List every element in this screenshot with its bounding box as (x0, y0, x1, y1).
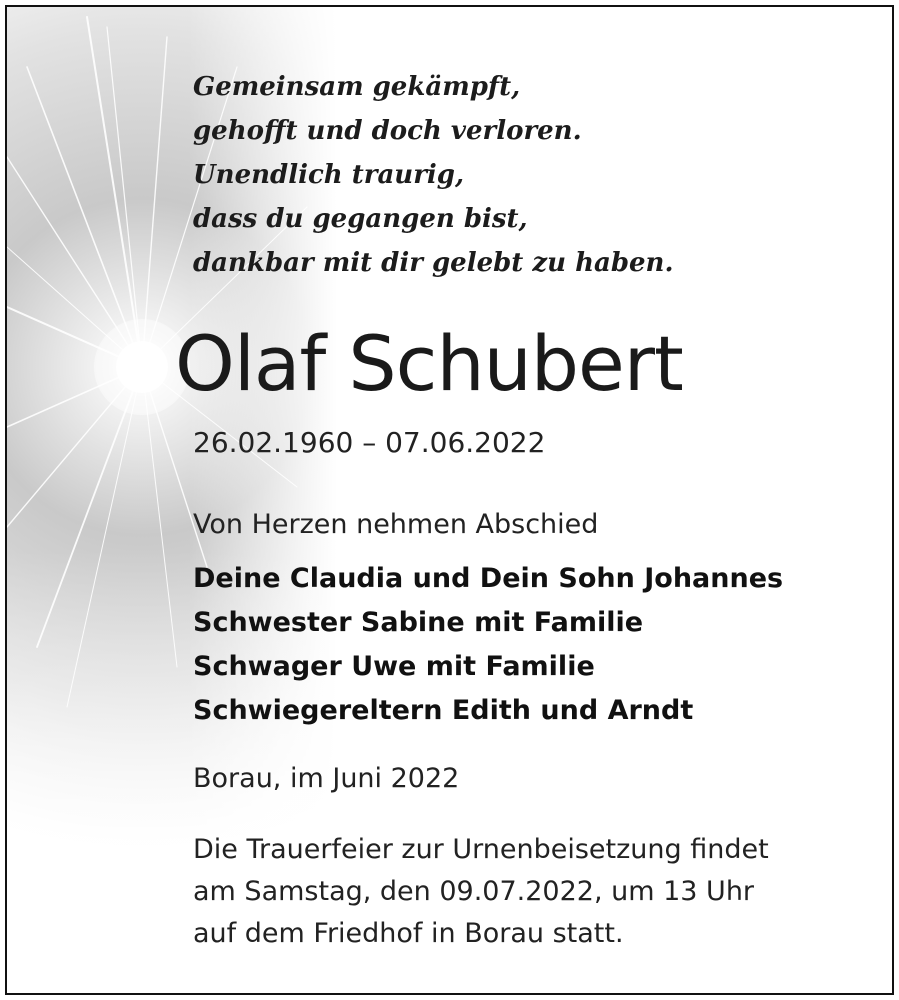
mourner-line: Schwager Uwe mit Familie (193, 651, 595, 682)
mourner-line: Schwiegereltern Edith und Arndt (193, 695, 694, 726)
mourners-list (193, 557, 783, 733)
place-date: Borau, im Juni 2022 (193, 763, 460, 794)
poem-line: Unendlich traurig, (193, 160, 465, 190)
ceremony-line: Die Trauerfeier zur Urnenbeisetzung findet (193, 834, 769, 865)
ceremony-info (193, 829, 769, 955)
poem-line: gehofft und doch verloren. (193, 116, 582, 146)
poem-line: dass du gegangen bist, (193, 204, 528, 234)
ceremony-line: auf dem Friedhof in Borau statt. (193, 918, 624, 949)
poem-line: Gemeinsam gekämpft, (193, 72, 521, 102)
ceremony-line: am Samstag, den 09.07.2022, um 13 Uhr (193, 876, 755, 907)
mourner-line: Deine Claudia und Dein Sohn Johannes (193, 563, 784, 594)
mourner-line: Schwester Sabine mit Familie (193, 607, 644, 638)
obituary-notice (5, 5, 894, 995)
farewell-text: Von Herzen nehmen Abschied (193, 509, 599, 540)
poem-line: dankbar mit dir gelebt zu haben. (193, 248, 674, 278)
life-dates: 26.02.1960 – 07.06.2022 (193, 426, 546, 459)
deceased-name: Olaf Schubert (175, 319, 683, 408)
poem (193, 65, 674, 285)
